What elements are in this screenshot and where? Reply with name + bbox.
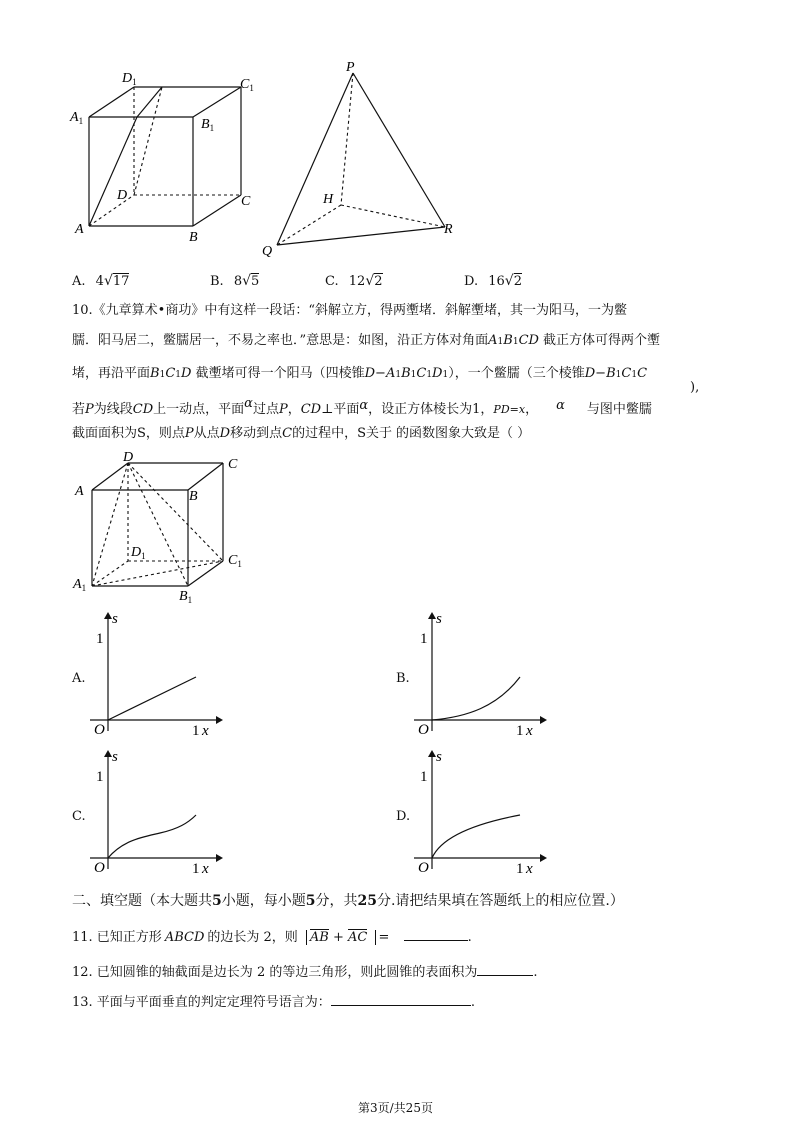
y-axis-arrow xyxy=(104,750,112,757)
x-axis-arrow xyxy=(540,716,547,724)
y-tick-label: 1 xyxy=(420,631,428,647)
q9-option-c[interactable]: C. 12√2 xyxy=(325,273,383,289)
q9-option-d[interactable]: D. 16√2 xyxy=(464,273,522,289)
q13-answer-blank[interactable] xyxy=(331,993,471,1006)
q10-line-5: 截面面积为S，则点P从点D移动到点C的过程中，S关于 的函数图象大致是（ ） xyxy=(72,426,531,441)
cube-label-d: D xyxy=(117,188,128,203)
q12-answer-blank[interactable] xyxy=(477,963,533,976)
q11-answer-blank[interactable] xyxy=(404,928,468,941)
y-axis-label: s xyxy=(436,611,442,627)
y-axis-label: s xyxy=(112,749,118,765)
y-tick-label: 1 xyxy=(96,769,104,785)
figure-cube-top xyxy=(60,55,280,245)
figure-tetrahedron xyxy=(255,55,470,260)
cube-label-a1: $A_1$ xyxy=(70,110,84,126)
origin-label: O xyxy=(94,860,105,876)
graph-option-a-label[interactable]: A. xyxy=(72,671,86,686)
tetra-label-q: Q xyxy=(262,244,273,259)
function-curve xyxy=(432,815,520,858)
cube-label-a: A xyxy=(75,222,84,237)
y-axis-arrow xyxy=(104,612,112,619)
function-curve xyxy=(108,815,196,858)
tetra-label-r: R xyxy=(444,222,453,237)
y-axis-arrow xyxy=(428,750,436,757)
graph-c[interactable] xyxy=(88,745,228,880)
q9-option-a[interactable]: A. 4√17 xyxy=(72,273,130,289)
q12: 12. 已知圆锥的轴截面是边长为 2 的等边三角形，则此圆锥的表面积为 . xyxy=(72,965,538,980)
q10-line-1: 10.《九章算术•商功》中有这样一段话：“斜解立方，得两壍堵．斜解壍堵，其一为阳马，一为鳖 xyxy=(72,303,627,318)
x-axis-label: x xyxy=(202,723,209,739)
function-curve xyxy=(108,677,196,720)
graph-option-c-label[interactable]: C. xyxy=(72,809,86,824)
cube-label-b1: $B_1$ xyxy=(201,117,215,133)
y-axis-label: s xyxy=(436,749,442,765)
cube-label-c1: $C_1$ xyxy=(240,77,254,93)
q10-line-4: 若P为线段CD上一动点，平面α过点P，CD⊥平面α，设正方体棱长为1，PD=x， α 与图中鳖臑 xyxy=(72,396,652,417)
cube2-label-c: C xyxy=(228,457,238,472)
graph-b[interactable] xyxy=(412,607,552,742)
origin-label: O xyxy=(94,722,105,738)
cube-label-c: C xyxy=(241,194,251,209)
x-axis-arrow xyxy=(540,854,547,862)
x-axis-arrow xyxy=(216,716,223,724)
figure-cube-q10 xyxy=(65,448,255,608)
y-tick-label: 1 xyxy=(420,769,428,785)
q10-line-3: 堵，再沿平面B1C1D 截壍堵可得一个阳马（四棱锥D−A1B1C1D1），一个鳖臑（三个棱锥D−B1C1C xyxy=(72,366,648,381)
x-axis-arrow xyxy=(216,854,223,862)
graph-d[interactable] xyxy=(412,745,552,880)
cube-label-d1: $D_1$ xyxy=(122,71,137,87)
cube-label-b: B xyxy=(189,230,198,245)
x-tick-label: 1 xyxy=(192,861,200,877)
q11: 11. 已知正方形 ABCD 的边长为 2，则 AB + AC = . xyxy=(72,930,472,945)
cube2-label-b: B xyxy=(189,489,198,504)
x-axis-label: x xyxy=(526,861,533,877)
cube2-label-d: D xyxy=(123,450,134,465)
tetra-label-p: P xyxy=(346,60,355,75)
page-footer: 第3页/共25页 xyxy=(358,1101,433,1115)
x-axis-label: x xyxy=(526,723,533,739)
tetra-label-h: H xyxy=(323,192,334,207)
section-2-heading: 二、填空题（本大题共5小题，每小题5分，共25分.请把结果填在答题纸上的相应位置.） xyxy=(72,893,624,909)
x-axis-label: x xyxy=(202,861,209,877)
q13: 13. 平面与平面垂直的判定定理符号语言为： . xyxy=(72,995,475,1010)
cube2-label-a: A xyxy=(75,484,84,499)
origin-label: O xyxy=(418,860,429,876)
graph-a[interactable] xyxy=(88,607,228,742)
function-curve xyxy=(432,677,520,720)
x-tick-label: 1 xyxy=(516,861,524,877)
x-tick-label: 1 xyxy=(192,723,200,739)
cube2-label-d1: $D_1$ xyxy=(131,545,146,561)
y-tick-label: 1 xyxy=(96,631,104,647)
cube2-label-b1: $B_1$ xyxy=(179,589,193,605)
cube2-label-a1: $A_1$ xyxy=(73,577,87,593)
y-axis-arrow xyxy=(428,612,436,619)
y-axis-label: s xyxy=(112,611,118,627)
graph-option-b-label[interactable]: B. xyxy=(396,671,410,686)
cube2-label-c1: $C_1$ xyxy=(228,553,242,569)
origin-label: O xyxy=(418,722,429,738)
x-tick-label: 1 xyxy=(516,723,524,739)
q9-option-b[interactable]: B. 8√5 xyxy=(210,273,260,289)
q10-line-3-tail: ), xyxy=(690,380,700,395)
graph-option-d-label[interactable]: D. xyxy=(396,809,411,824)
q10-line-2: 臑．阳马居二，鳖臑居一，不易之率也．”意思是：如图，沿正方体对角面A1B1CD 截正方体可得两个壍 xyxy=(72,333,660,348)
